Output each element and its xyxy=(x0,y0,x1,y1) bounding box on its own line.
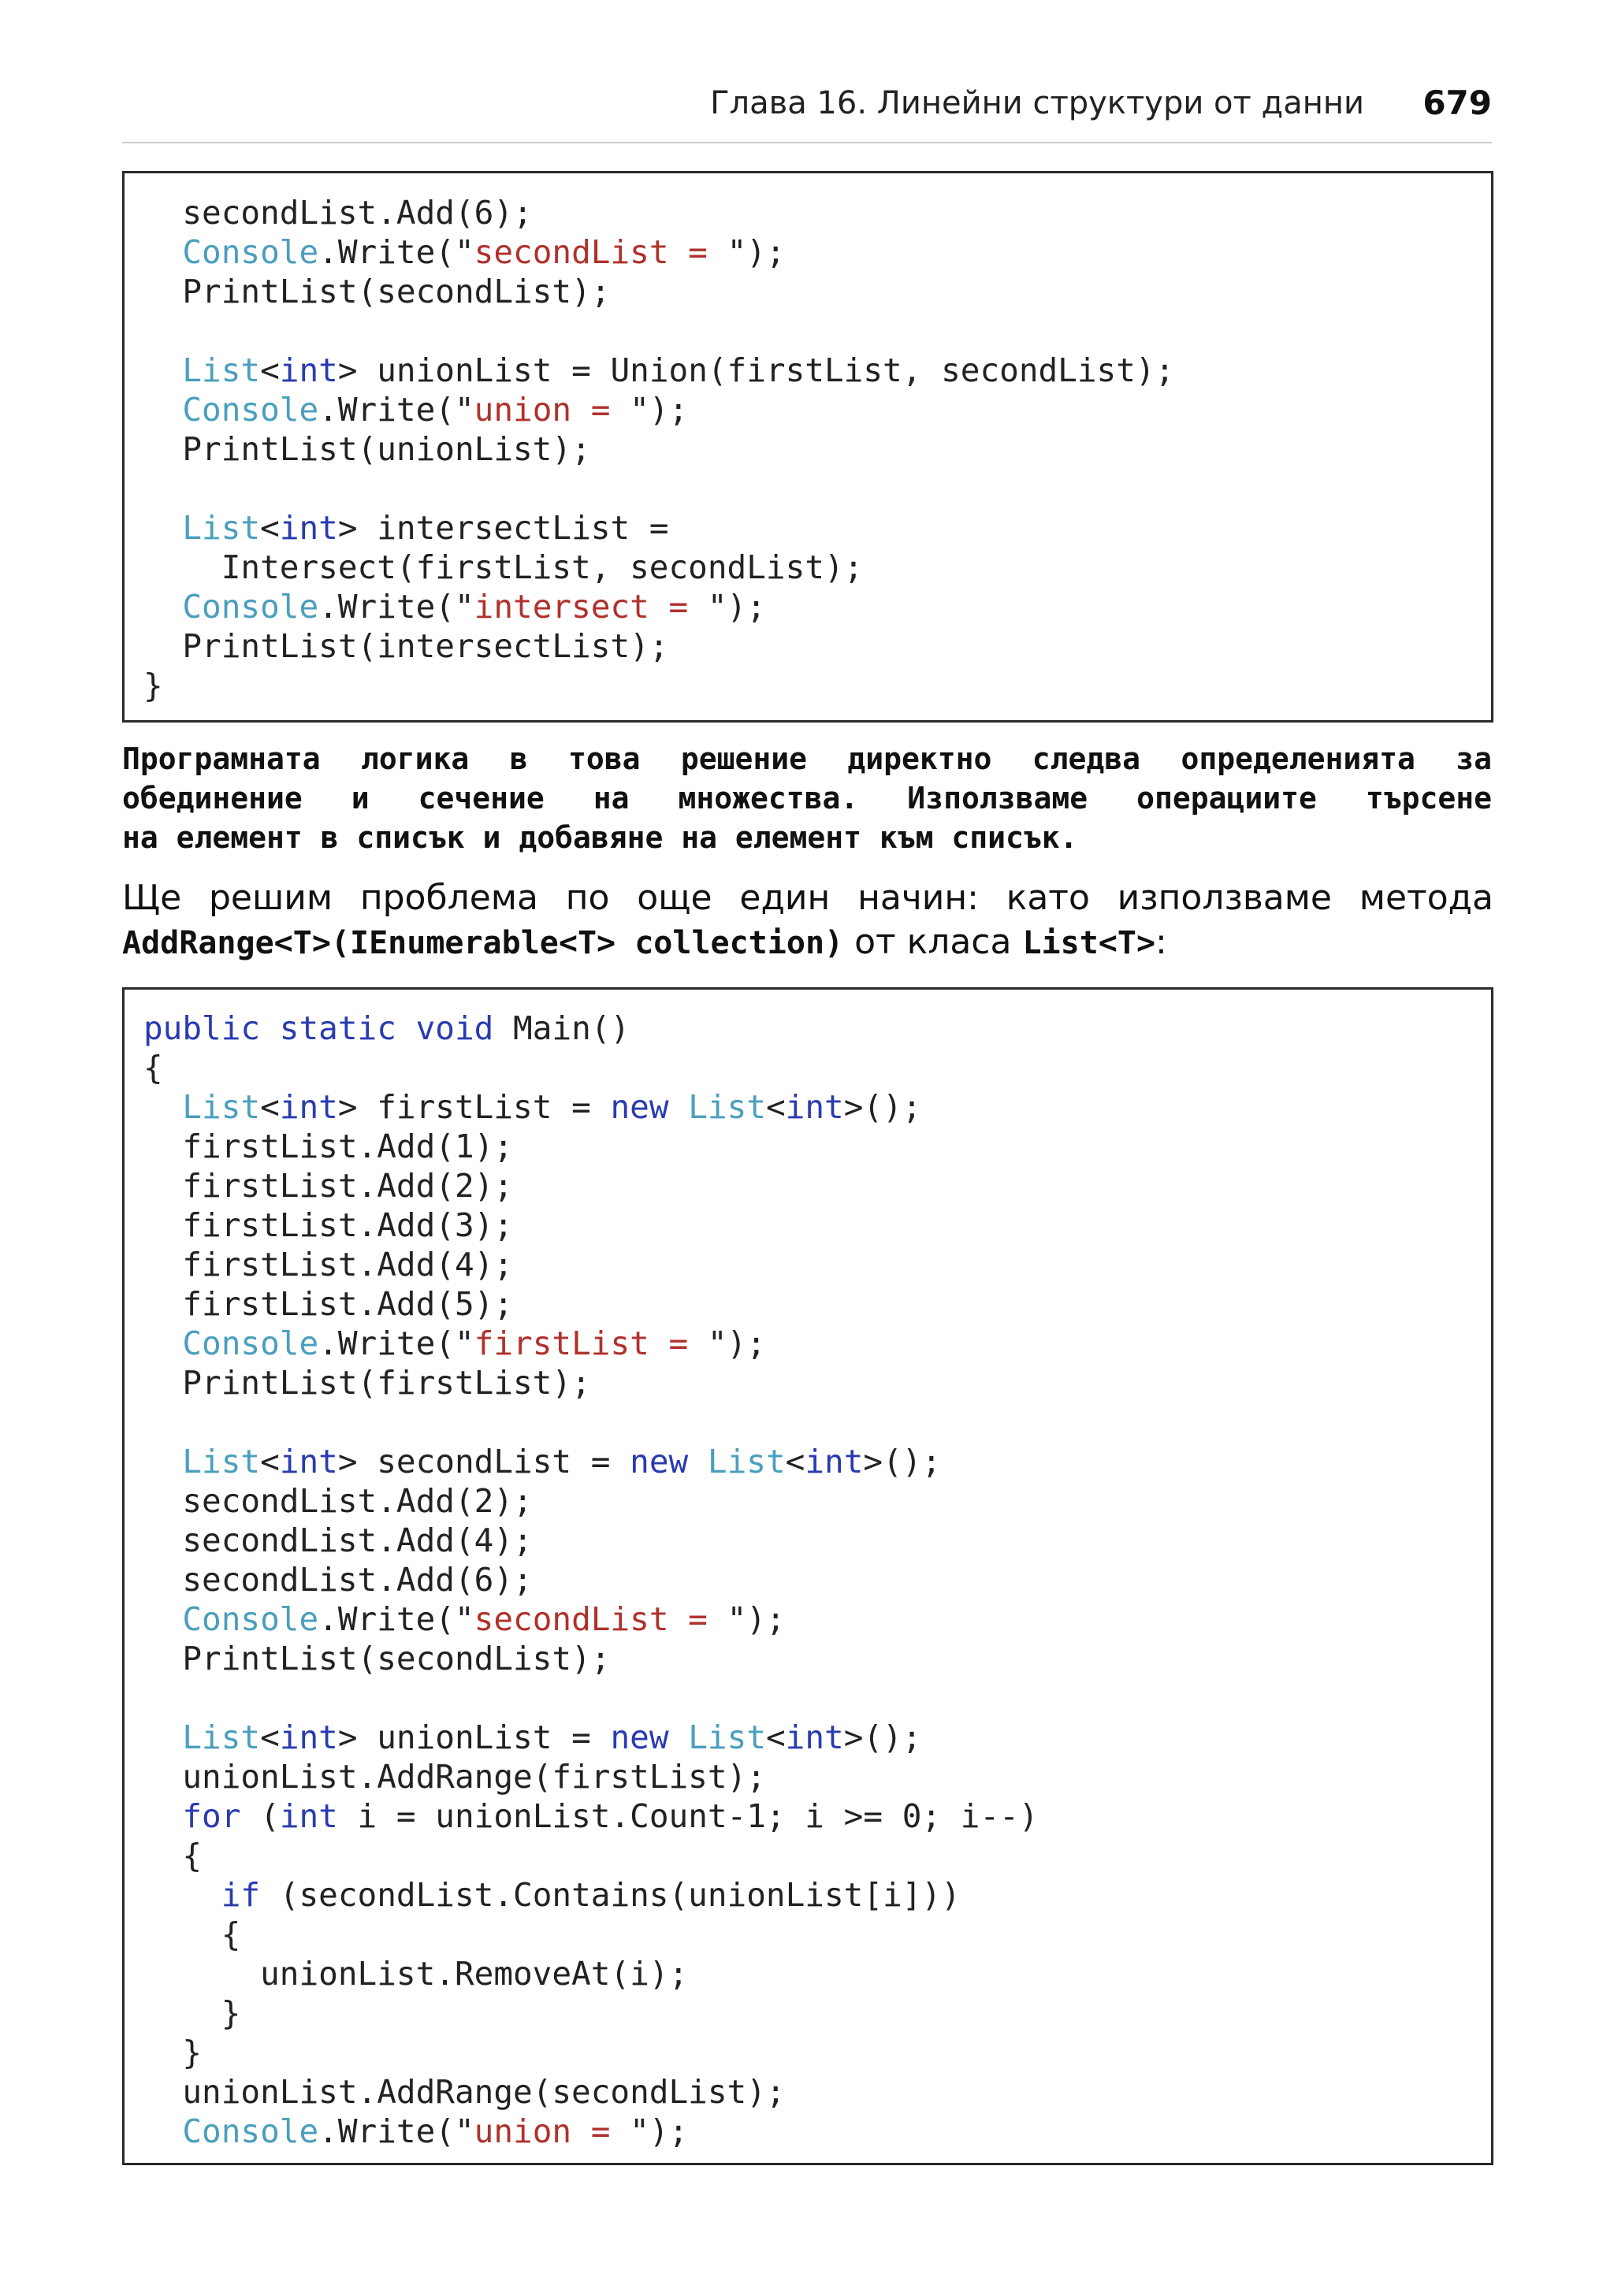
code-token-plain xyxy=(260,1009,280,1047)
code-token-kw: int xyxy=(805,1443,864,1481)
code-token-plain: < xyxy=(260,1718,280,1756)
code-token-kw: public xyxy=(143,1009,261,1047)
code-line xyxy=(143,2033,1491,2072)
code-token-kw: int xyxy=(785,1718,844,1756)
code-token-plain: .Write(" xyxy=(318,588,474,626)
code-token-plain: secondList.Add(6); xyxy=(143,194,533,232)
code-token-type: List xyxy=(182,351,261,389)
code-line xyxy=(143,1206,1491,1245)
code-token-plain: i = unionList.Count-1; i >= 0; i--) xyxy=(337,1797,1039,1835)
code-line xyxy=(143,1127,1491,1166)
code-token-plain: < xyxy=(260,351,280,389)
code-token-plain xyxy=(143,233,182,271)
code-line xyxy=(143,1954,1491,1993)
code-line xyxy=(143,1166,1491,1206)
code-token-plain: "); xyxy=(707,588,766,626)
code-token-plain xyxy=(143,509,182,547)
code-token-kw: for xyxy=(182,1797,241,1835)
code-line xyxy=(143,469,1491,508)
code-token-plain: secondList.Add(6); xyxy=(143,1561,533,1599)
code-token-type: List xyxy=(182,509,261,547)
code-token-plain xyxy=(396,1009,416,1047)
code-token-plain: > unionList = Union(firstList, secondList); xyxy=(337,351,1175,389)
code-token-plain xyxy=(143,351,182,389)
code-token-type: Console xyxy=(182,1600,319,1638)
code-token-plain: } xyxy=(143,667,163,704)
code-line xyxy=(143,508,1491,548)
code-token-plain: "); xyxy=(707,1324,766,1362)
code-token-plain: Main() xyxy=(493,1009,630,1047)
code-line xyxy=(143,1087,1491,1127)
code-token-plain: < xyxy=(765,1088,786,1126)
code-line xyxy=(143,1363,1491,1402)
code-token-plain: PrintList(firstList); xyxy=(143,1364,591,1402)
code-token-kw: int xyxy=(279,1443,338,1481)
code-token-kw: new xyxy=(630,1443,689,1481)
code-token-plain xyxy=(143,1876,221,1914)
code-token-plain: firstList.Add(1); xyxy=(143,1128,513,1165)
chapter-title: Глава 16. Линейни структури от данни xyxy=(710,85,1364,121)
page-number: 679 xyxy=(1422,84,1492,122)
code-token-type: Console xyxy=(182,588,319,626)
code-token-kw: new xyxy=(610,1718,669,1756)
code-token-plain: < xyxy=(765,1718,786,1756)
code-token-str: union = xyxy=(474,2112,630,2150)
code-token-plain: { xyxy=(143,1837,203,1874)
code-line xyxy=(143,193,1491,232)
code-line xyxy=(143,390,1491,429)
code-token-plain: > unionList = xyxy=(337,1718,611,1756)
intro-mid-text: от класа xyxy=(843,922,1023,962)
code-line xyxy=(143,1009,1491,1048)
code-token-plain: } xyxy=(143,2034,203,2071)
code-token-plain: >(); xyxy=(843,1718,922,1756)
code-line xyxy=(143,1245,1491,1284)
code-token-plain xyxy=(143,1600,182,1638)
code-token-plain xyxy=(143,2112,182,2150)
code-token-kw: new xyxy=(610,1088,669,1126)
code-line xyxy=(143,272,1491,311)
code-token-kw: if xyxy=(221,1876,261,1914)
code-token-plain xyxy=(143,588,182,626)
explanation-line-1: Програмната логика в това решение директно следва определенията за xyxy=(122,741,1492,776)
code-token-plain xyxy=(688,1443,708,1481)
code-line xyxy=(143,666,1491,705)
code-token-type: List xyxy=(707,1443,786,1481)
code-token-plain: PrintList(intersectList); xyxy=(143,627,669,665)
code-token-plain xyxy=(669,1088,689,1126)
code-token-plain: > firstList = xyxy=(337,1088,611,1126)
code-token-str: secondList = xyxy=(474,1600,727,1638)
code-line xyxy=(143,1324,1491,1363)
code-token-plain: unionList.RemoveAt(i); xyxy=(143,1955,689,1993)
code-line xyxy=(143,1796,1491,1836)
code-line xyxy=(143,1915,1491,1954)
code-token-plain: PrintList(secondList); xyxy=(143,1640,611,1677)
code-token-type: Console xyxy=(182,233,319,271)
code-block-1 xyxy=(122,171,1493,723)
code-token-plain: "); xyxy=(727,1600,786,1638)
code-token-plain: < xyxy=(260,1088,280,1126)
intro-paragraph xyxy=(122,876,1493,965)
code-line xyxy=(143,311,1491,351)
code-token-plain: "); xyxy=(630,391,689,429)
code-line xyxy=(143,1048,1491,1087)
code-token-plain: secondList.Add(2); xyxy=(143,1482,533,1520)
code-line xyxy=(143,1836,1491,1875)
code-token-str: intersect = xyxy=(474,588,708,626)
code-token-type: List xyxy=(688,1718,766,1756)
code-line xyxy=(143,1284,1491,1324)
code-line xyxy=(143,1718,1491,1757)
code-token-plain: .Write(" xyxy=(318,391,474,429)
code-token-plain: > intersectList = xyxy=(337,509,669,547)
code-token-kw: int xyxy=(279,1088,338,1126)
code-token-plain: "); xyxy=(727,233,786,271)
code-line xyxy=(143,548,1491,587)
code-token-plain: unionList.AddRange(secondList); xyxy=(143,2073,786,2111)
page-header xyxy=(122,79,1492,143)
intro-line-1: Ще решим проблема по още един начин: като използваме метода xyxy=(122,878,1493,918)
code-token-plain: .Write(" xyxy=(318,1324,474,1362)
code-token-plain: secondList.Add(4); xyxy=(143,1521,533,1559)
intro-end-text: : xyxy=(1155,922,1167,962)
code-line xyxy=(143,1757,1491,1796)
code-token-plain: firstList.Add(4); xyxy=(143,1246,513,1284)
code-token-plain: (secondList.Contains(unionList[i])) xyxy=(260,1876,961,1914)
code-token-plain: .Write(" xyxy=(318,233,474,271)
code-token-type: List xyxy=(688,1088,766,1126)
code-token-plain: firstList.Add(5); xyxy=(143,1285,513,1323)
code-token-plain: unionList.AddRange(firstList); xyxy=(143,1758,766,1796)
code-token-kw: int xyxy=(279,1797,338,1835)
code-token-plain: > secondList = xyxy=(337,1443,630,1481)
inline-code-list: List<T> xyxy=(1022,925,1156,961)
code-line xyxy=(143,1599,1491,1639)
explanation-line-3: на елемент в списък и добавяне на елемент към списък. xyxy=(122,820,1078,855)
code-token-plain: PrintList(unionList); xyxy=(143,430,591,468)
code-token-str: secondList = xyxy=(474,233,727,271)
code-block-2 xyxy=(122,987,1493,2165)
code-token-plain xyxy=(669,1718,689,1756)
intro-line-2 xyxy=(122,920,1493,965)
code-token-plain: PrintList(secondList); xyxy=(143,273,611,310)
code-token-type: Console xyxy=(182,2112,319,2150)
code-line xyxy=(143,2112,1491,2151)
code-token-plain xyxy=(143,1443,182,1481)
code-token-plain: firstList.Add(3); xyxy=(143,1206,513,1244)
code-token-plain: "); xyxy=(630,2112,689,2150)
code-line xyxy=(143,626,1491,666)
code-line xyxy=(143,1481,1491,1521)
code-token-plain xyxy=(143,1088,182,1126)
code-line xyxy=(143,1442,1491,1481)
code-token-kw: int xyxy=(279,1718,338,1756)
code-token-plain: ( xyxy=(240,1797,280,1835)
code-token-plain: { xyxy=(143,1049,163,1087)
code-token-plain: { xyxy=(143,1915,241,1953)
code-token-type: Console xyxy=(182,391,319,429)
code-token-plain: .Write(" xyxy=(318,1600,474,1638)
code-token-plain: < xyxy=(785,1443,805,1481)
code-token-plain: firstList.Add(2); xyxy=(143,1167,513,1205)
code-token-kw: static xyxy=(279,1009,396,1047)
code-line xyxy=(143,587,1491,626)
code-line xyxy=(143,1521,1491,1560)
code-token-plain xyxy=(143,1797,182,1835)
code-line xyxy=(143,1875,1491,1915)
code-token-plain xyxy=(143,1324,182,1362)
code-token-type: List xyxy=(182,1718,261,1756)
code-line xyxy=(143,1639,1491,1678)
code-token-type: List xyxy=(182,1088,261,1126)
code-line xyxy=(143,429,1491,469)
code-token-kw: int xyxy=(279,509,338,547)
code-token-kw: int xyxy=(279,351,338,389)
code-line xyxy=(143,2072,1491,2112)
code-token-str: union = xyxy=(474,391,630,429)
code-token-str: firstList = xyxy=(474,1324,708,1362)
code-token-plain: >(); xyxy=(843,1088,922,1126)
code-line xyxy=(143,232,1491,272)
code-token-kw: int xyxy=(785,1088,844,1126)
code-token-plain xyxy=(143,391,182,429)
code-token-plain: < xyxy=(260,1443,280,1481)
code-line xyxy=(143,1993,1491,2033)
code-token-plain: < xyxy=(260,509,280,547)
code-line xyxy=(143,351,1491,390)
code-token-plain: Intersect(firstList, secondList); xyxy=(143,548,864,586)
code-line xyxy=(143,1560,1491,1599)
code-token-type: List xyxy=(182,1443,261,1481)
code-token-plain: >(); xyxy=(863,1443,942,1481)
code-token-type: Console xyxy=(182,1324,319,1362)
code-token-plain: } xyxy=(143,1994,241,2032)
explanation-paragraph xyxy=(122,739,1492,857)
explanation-line-2: обединение и сечение на множества. Използваме операциите търсене xyxy=(122,781,1492,815)
inline-code-addrange: AddRange<T>(IEnumerable<T> collection) xyxy=(122,925,844,961)
code-line xyxy=(143,1402,1491,1442)
code-token-plain xyxy=(143,1718,182,1756)
code-token-kw: void xyxy=(415,1009,494,1047)
code-token-plain: .Write(" xyxy=(318,2112,474,2150)
code-line xyxy=(143,1678,1491,1718)
